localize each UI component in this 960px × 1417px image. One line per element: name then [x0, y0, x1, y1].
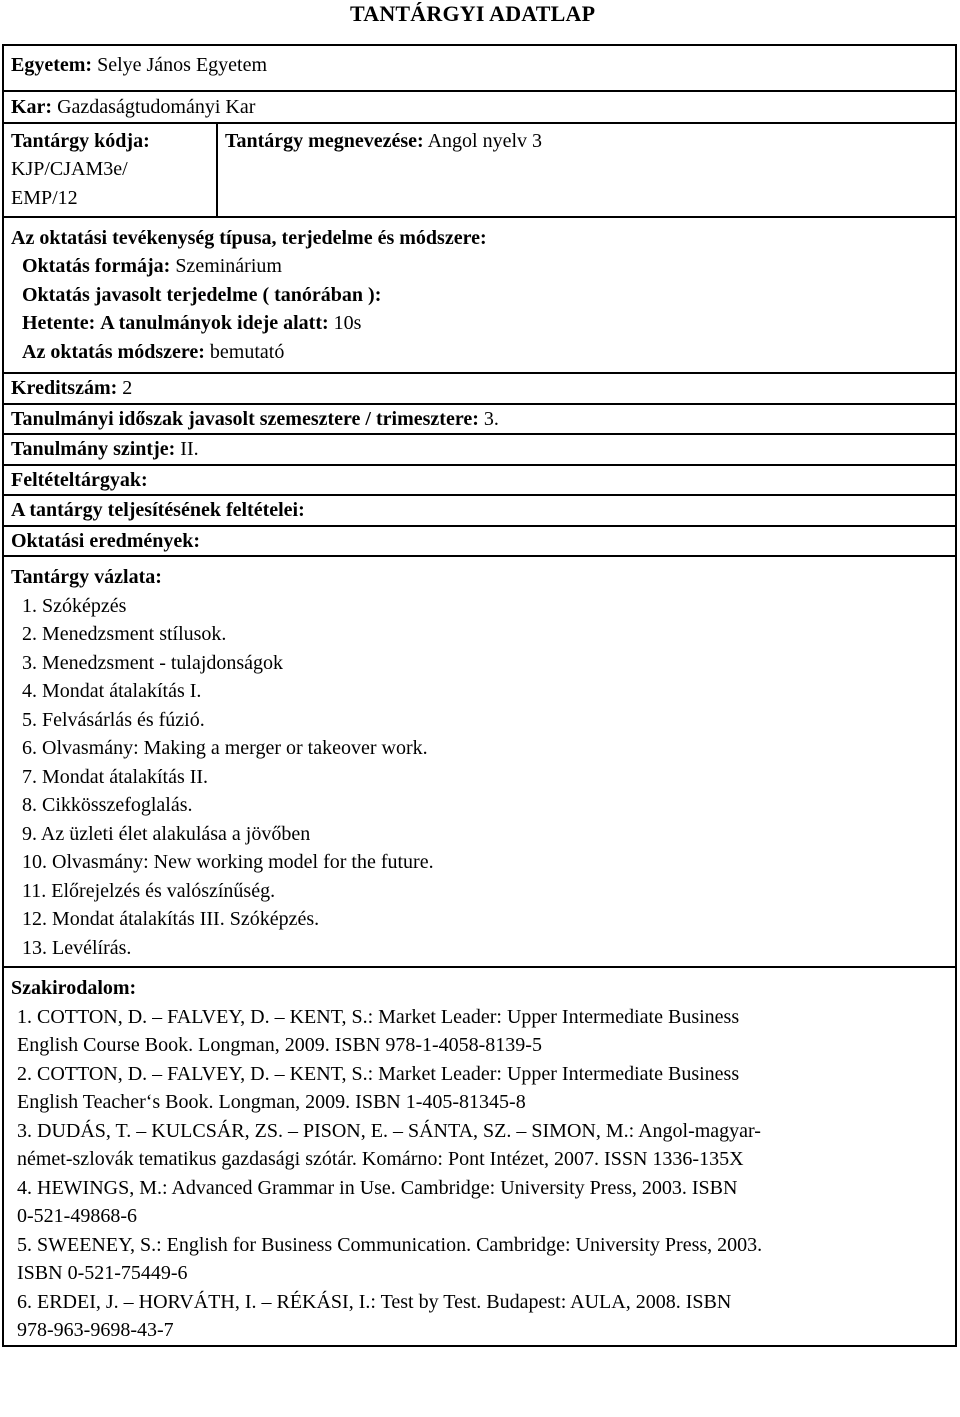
- faculty-label: Kar:: [11, 96, 53, 118]
- teaching-scope-label: Oktatás javasolt terjedelme ( tanórában ):: [22, 283, 382, 306]
- outline-item: 12. Mondat átalakítás III. Szóképzés.: [22, 908, 320, 930]
- outline-item: 7. Mondat átalakítás II.: [22, 765, 209, 788]
- literature-entry: [11, 1174, 955, 1231]
- credits-value: 2: [122, 377, 133, 399]
- course-code-line-2: EMP/12: [11, 186, 78, 209]
- course-name-value: Angol nyelv 3: [427, 129, 542, 152]
- teaching-form-label: Oktatás formája:: [22, 255, 171, 277]
- literature-entry-line: English Teacher‘s Book. Longman, 2009. ISBN 1-405-81345-8: [17, 1091, 526, 1113]
- course-code-line-1: KJP/CJAM3e/: [11, 158, 128, 180]
- literature-list: [11, 1003, 955, 1345]
- literature-entry-line: 4. HEWINGS, M.: Advanced Grammar in Use. Cambridge: University Press, 2003. ISBN: [17, 1176, 738, 1199]
- teaching-row: [3, 217, 956, 374]
- outline-item: 5. Felvásárlás és fúzió.: [22, 708, 205, 731]
- faculty-value: Gazdaságtudományi Kar: [57, 96, 256, 118]
- university-label: Egyetem:: [11, 54, 93, 76]
- outline-item: 10. Olvasmány: New working model for the future.: [22, 851, 434, 873]
- outline-item: 2. Menedzsment stílusok.: [22, 623, 227, 645]
- prerequisites-row: [3, 465, 956, 496]
- completion-label: A tantárgy teljesítésének feltételei:: [11, 499, 305, 521]
- level-value: II.: [180, 438, 199, 460]
- literature-entry-line: 978-963-9698-43-7: [17, 1319, 174, 1341]
- literature-label: Szakirodalom:: [11, 977, 137, 999]
- literature-entry-line: 6. ERDEI, J. – HORVÁTH, I. – RÉKÁSI, I.: Test by Test. Budapest: AULA, 2008. ISBN: [17, 1290, 732, 1313]
- outline-item: 1. Szóképzés: [22, 594, 127, 617]
- semester-row: [3, 404, 956, 435]
- course-identity-row: [3, 123, 956, 217]
- faculty-row: [3, 91, 956, 123]
- outline-item: 9. Az üzleti élet alakulása a jövőben: [22, 822, 311, 845]
- course-name-label: Tantárgy megnevezése:: [225, 129, 424, 152]
- outline-item: 8. Cikkösszefoglalás.: [22, 794, 193, 816]
- literature-entry-line: 5. SWEENEY, S.: English for Business Communication. Cambridge: University Press, 2003.: [17, 1233, 763, 1256]
- teaching-heading: Az oktatási tevékenység típusa, terjedelme és módszere:: [11, 226, 487, 249]
- literature-entry-line: 2. COTTON, D. – FALVEY, D. – KENT, S.: Market Leader: Upper Intermediate Business: [17, 1062, 740, 1085]
- outline-item: 11. Előrejelzés és valószínűség.: [22, 879, 276, 902]
- course-code-label: Tantárgy kódja:: [11, 129, 150, 152]
- literature-entry-line: 0-521-49868-6: [17, 1205, 137, 1227]
- literature-entry: [11, 1288, 955, 1345]
- level-row: [3, 434, 956, 465]
- outline-item: 6. Olvasmány: Making a merger or takeover work.: [22, 737, 428, 759]
- credits-label: Kreditszám:: [11, 377, 118, 399]
- outline-item: 13. Levélírás.: [22, 936, 132, 959]
- teaching-total-label: A tanulmányok ideje alatt:: [100, 312, 329, 334]
- level-label: Tanulmány szintje:: [11, 438, 176, 460]
- outline-item: 3. Menedzsment - tulajdonságok: [22, 651, 284, 674]
- literature-entry-line: 1. COTTON, D. – FALVEY, D. – KENT, S.: Market Leader: Upper Intermediate Business: [17, 1005, 740, 1028]
- prerequisites-label: Feltételtárgyak:: [11, 468, 148, 491]
- outline-label: Tantárgy vázlata:: [11, 566, 162, 588]
- literature-entry-line: 3. DUDÁS, T. – KULCSÁR, ZS. – PISON, E. – SÁNTA, SZ. – SIMON, M.: Angol-magyar-: [17, 1119, 761, 1142]
- literature-entry: [11, 1003, 955, 1060]
- outline-row: [3, 556, 956, 967]
- outline-list: [11, 592, 955, 963]
- document-title: TANTÁRGYI ADATLAP: [350, 1, 596, 26]
- teaching-weekly-label: Hetente:: [22, 312, 96, 334]
- literature-entry: [11, 1117, 955, 1174]
- teaching-method-value: bemutató: [209, 340, 285, 363]
- course-datasheet-table: [2, 44, 957, 1347]
- teaching-form-value: Szeminárium: [175, 255, 282, 277]
- semester-value: 3.: [483, 407, 499, 430]
- teaching-method-label: Az oktatás módszere:: [22, 340, 205, 363]
- credits-row: [3, 373, 956, 404]
- outcomes-label: Oktatási eredmények:: [11, 529, 201, 552]
- university-row: [3, 45, 956, 91]
- teaching-total-value: 10s: [333, 312, 362, 334]
- literature-entry: [11, 1231, 955, 1288]
- semester-label: Tanulmányi időszak javasolt szemesztere / trimesztere:: [11, 407, 479, 430]
- outcomes-row: [3, 526, 956, 557]
- literature-entry-line: English Course Book. Longman, 2009. ISBN 978-1-4058-8139-5: [17, 1034, 542, 1056]
- literature-entry-line: ISBN 0-521-75449-6: [17, 1262, 188, 1284]
- literature-entry-line: német-szlovák tematikus gazdasági szótár. Komárno: Pont Intézet, 2007. ISSN 1336-135X: [17, 1148, 744, 1170]
- literature-entry: [11, 1060, 955, 1117]
- completion-row: [3, 495, 956, 526]
- outline-item: 4. Mondat átalakítás I.: [22, 680, 202, 702]
- university-value: Selye János Egyetem: [97, 54, 268, 76]
- literature-row: [3, 967, 956, 1346]
